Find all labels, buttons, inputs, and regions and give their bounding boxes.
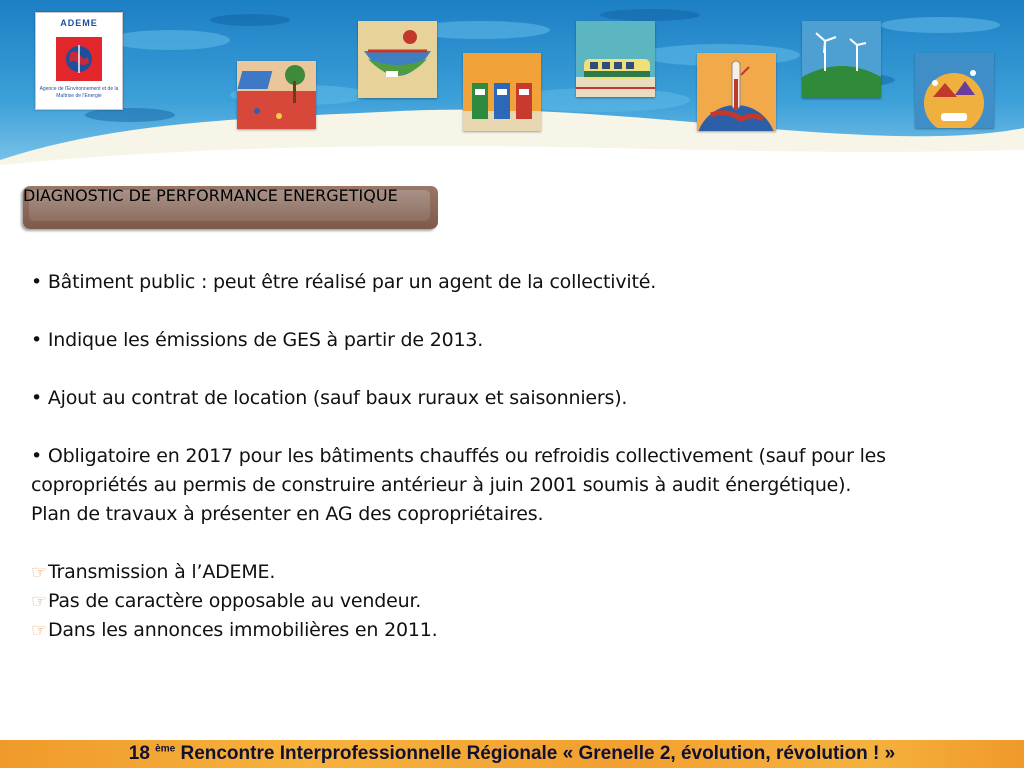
footer-band (0, 740, 1024, 768)
pointing-hand-icon: ☞ (31, 620, 47, 641)
pointer-item-real-estate-ads (31, 616, 1006, 645)
spacer (31, 529, 1006, 558)
footer-text (0, 743, 1024, 765)
spacer (31, 355, 1006, 384)
logo-brand: ADEME (60, 18, 98, 28)
solar-landscape-illustration (237, 61, 316, 129)
logo-caption: Agence de l'Environnement et de la Maîtrise de l'Energie (39, 86, 119, 99)
pointer-text: Dans les annonces immobilières en 2011. (47, 619, 438, 641)
slide-content (31, 268, 1006, 645)
bullet-ges-emissions: • Indique les émissions de GES à partir de 2013. (31, 329, 484, 351)
bullet-rental-contract: • Ajout au contrat de location (sauf baux ruraux et saisonniers). (31, 387, 628, 409)
spacer (31, 297, 1006, 326)
pointer-text: Transmission à l’ADEME. (47, 561, 276, 583)
train-illustration (576, 21, 655, 97)
pointer-text: Pas de caractère opposable au vendeur. (47, 590, 422, 612)
footer-number: 18 (128, 743, 150, 764)
pointer-item-transmission (31, 558, 1006, 587)
bullet-public-building: • Bâtiment public : peut être réalisé par un agent de la collectivité. (31, 271, 657, 293)
pointing-hand-icon: ☞ (31, 562, 47, 583)
recycling-bins-illustration (463, 53, 541, 131)
section-title: DIAGNOSTIC DE PERFORMANCE ENERGETIQUE (23, 186, 398, 205)
logo-mark (56, 37, 102, 81)
wind-turbines-illustration (802, 21, 881, 98)
pointer-item-not-opposable (31, 587, 1006, 616)
ademe-logo (35, 12, 123, 110)
bowl-landscape-illustration (358, 21, 437, 98)
community-hill-illustration (915, 53, 994, 128)
work-plan-line: Plan de travaux à présenter en AG des copropriétaires. (31, 503, 544, 525)
footer-title: Rencontre Interprofessionnelle Régionale « Grenelle 2, évolution, révolution ! » (175, 743, 896, 764)
pointing-hand-icon: ☞ (31, 591, 47, 612)
spacer (31, 413, 1006, 442)
thermometer-earth-illustration (697, 53, 776, 131)
bullet-mandatory-2017: • Obligatoire en 2017 pour les bâtiments chauffés ou refroidis collectivement (sauf pour les copropriétés au permis de construire antérieur à juin 2001 soumis à audit énergétique). (31, 445, 886, 496)
footer-superscript: ème (155, 743, 176, 755)
